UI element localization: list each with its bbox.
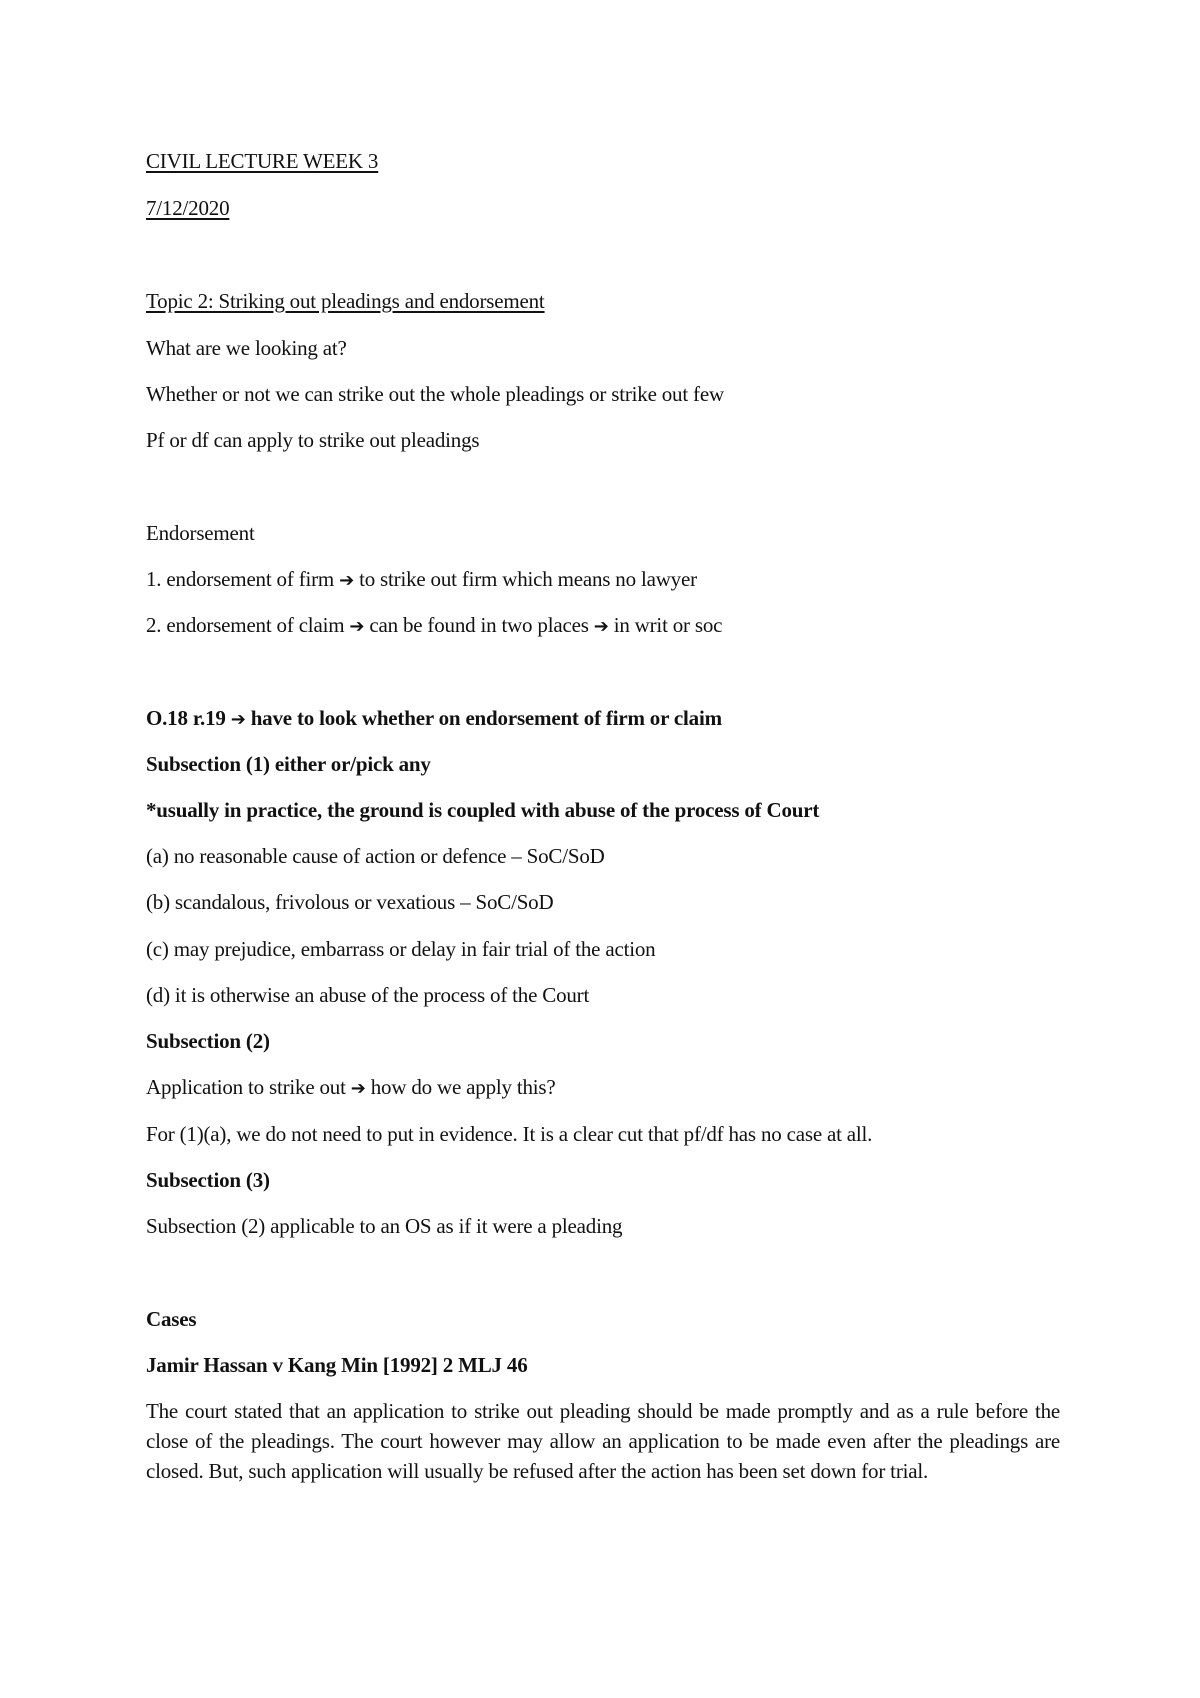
intro-line-1: What are we looking at? [146, 336, 347, 360]
subsection-3-heading: Subsection (3) [146, 1168, 270, 1192]
cases-heading: Cases [146, 1307, 197, 1331]
ground-c: (c) may prejudice, embarrass or delay in fair trial of the action [146, 937, 656, 961]
endorsement-item-2 [146, 612, 722, 640]
order-rule-line [146, 705, 722, 733]
endorsement-item-2-desc: can be found in two places [369, 613, 589, 637]
ground-a: (a) no reasonable cause of action or defence – SoC/SoD [146, 844, 605, 868]
arrow-right-icon: ➔ [350, 1078, 366, 1099]
ground-b: (b) scandalous, frivolous or vexatious – SoC/SoD [146, 890, 554, 914]
application-question: how do we apply this? [370, 1075, 556, 1099]
evidence-note: For (1)(a), we do not need to put in evidence. It is a clear cut that pf/df has no case at all. [146, 1122, 873, 1146]
application-line [146, 1074, 556, 1102]
endorsement-heading: Endorsement [146, 521, 255, 545]
intro-line-2: Whether or not we can strike out the whole pleadings or strike out few [146, 382, 724, 406]
application-term: Application to strike out [146, 1075, 346, 1099]
endorsement-item-1 [146, 566, 697, 594]
endorsement-item-1-term: 1. endorsement of firm [146, 567, 335, 591]
endorsement-item-2-places: in writ or soc [613, 613, 723, 637]
practice-note: *usually in practice, the ground is coupled with abuse of the process of Court [146, 798, 820, 822]
arrow-right-icon: ➔ [593, 616, 609, 637]
subsection-3-text: Subsection (2) applicable to an OS as if it were a pleading [146, 1214, 623, 1238]
endorsement-item-1-desc: to strike out firm which means no lawyer [359, 567, 697, 591]
subsection-2-heading: Subsection (2) [146, 1029, 270, 1053]
subsection-1-heading: Subsection (1) either or/pick any [146, 752, 431, 776]
case-1-title: Jamir Hassan v Kang Min [1992] 2 MLJ 46 [146, 1353, 528, 1377]
arrow-right-icon: ➔ [349, 616, 365, 637]
topic-heading: Topic 2: Striking out pleadings and endorsement [146, 289, 545, 313]
document-date: 7/12/2020 [146, 196, 230, 220]
document-title: CIVIL LECTURE WEEK 3 [146, 149, 379, 173]
arrow-right-icon: ➔ [339, 570, 354, 591]
arrow-right-icon: ➔ [230, 709, 246, 730]
order-rule: O.18 r.19 [146, 706, 226, 730]
order-rule-desc: have to look whether on endorsement of firm or claim [250, 706, 722, 730]
intro-line-3: Pf or df can apply to strike out pleadings [146, 428, 480, 452]
case-1-text: The court stated that an application to strike out pleading should be made promptly and as a rule before the close of the pleadings. The court however may allow an application to be made even after the pleadings are closed. But, such application will usually be refused after the action has been set down for trial. [146, 1399, 1060, 1483]
ground-d: (d) it is otherwise an abuse of the process of the Court [146, 983, 590, 1007]
endorsement-item-2-term: 2. endorsement of claim [146, 613, 345, 637]
